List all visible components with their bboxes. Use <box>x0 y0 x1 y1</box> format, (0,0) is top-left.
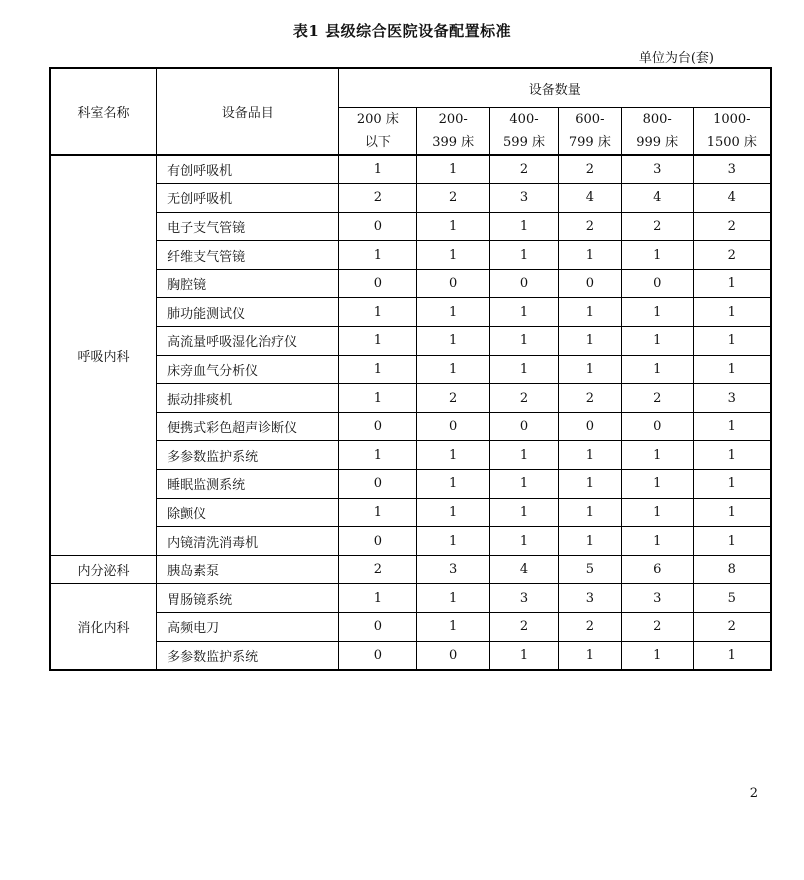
quantity-cell: 3 <box>693 384 771 413</box>
quantity-cell: 0 <box>490 269 559 298</box>
quantity-cell: 3 <box>490 184 559 213</box>
quantity-cell: 4 <box>621 184 693 213</box>
quantity-cell: 1 <box>339 498 417 527</box>
table-row <box>50 241 771 270</box>
header-size <box>339 108 417 156</box>
quantity-cell: 1 <box>490 241 559 270</box>
equipment-item: 胰岛素泵 <box>157 555 339 584</box>
equipment-item: 有创呼吸机 <box>157 155 339 184</box>
equipment-table <box>49 67 772 671</box>
quantity-cell: 1 <box>417 527 490 556</box>
department-name: 消化内科 <box>50 584 157 670</box>
equipment-item: 无创呼吸机 <box>157 184 339 213</box>
quantity-cell: 1 <box>490 212 559 241</box>
equipment-item: 多参数监护系统 <box>157 641 339 670</box>
quantity-cell: 2 <box>490 155 559 184</box>
quantity-cell: 3 <box>417 555 490 584</box>
quantity-cell: 1 <box>621 441 693 470</box>
header-size <box>621 108 693 156</box>
quantity-cell: 1 <box>558 498 621 527</box>
table-row <box>50 555 771 584</box>
table-row <box>50 184 771 213</box>
quantity-cell: 1 <box>490 498 559 527</box>
header-size-line1: 400- <box>509 112 539 127</box>
quantity-cell: 1 <box>621 641 693 670</box>
equipment-item: 睡眠监测系统 <box>157 470 339 499</box>
equipment-item: 电子支气管镜 <box>157 212 339 241</box>
quantity-cell: 1 <box>490 327 559 356</box>
quantity-cell: 1 <box>621 470 693 499</box>
quantity-cell: 1 <box>558 441 621 470</box>
table-row <box>50 327 771 356</box>
equipment-item: 胃肠镜系统 <box>157 584 339 613</box>
quantity-cell: 0 <box>339 412 417 441</box>
header-size <box>417 108 490 156</box>
quantity-cell: 1 <box>417 298 490 327</box>
quantity-cell: 5 <box>558 555 621 584</box>
quantity-cell: 0 <box>339 641 417 670</box>
quantity-cell: 0 <box>339 613 417 642</box>
quantity-cell: 3 <box>621 584 693 613</box>
table-row <box>50 584 771 613</box>
quantity-cell: 6 <box>621 555 693 584</box>
quantity-cell: 1 <box>339 441 417 470</box>
quantity-cell: 1 <box>621 355 693 384</box>
quantity-cell: 2 <box>693 212 771 241</box>
quantity-cell: 2 <box>417 184 490 213</box>
quantity-cell: 0 <box>339 470 417 499</box>
table-row <box>50 412 771 441</box>
quantity-cell: 2 <box>693 241 771 270</box>
header-dept: 科室名称 <box>50 68 157 155</box>
header-size-line2: 999 床 <box>636 135 679 150</box>
header-size <box>693 108 771 156</box>
quantity-cell: 1 <box>621 241 693 270</box>
quantity-cell: 2 <box>339 184 417 213</box>
table-row <box>50 155 771 184</box>
table-row <box>50 641 771 670</box>
quantity-cell: 2 <box>621 384 693 413</box>
quantity-cell: 2 <box>339 555 417 584</box>
quantity-cell: 5 <box>693 584 771 613</box>
quantity-cell: 1 <box>621 498 693 527</box>
page-number: 2 <box>749 786 758 801</box>
quantity-cell: 1 <box>339 384 417 413</box>
quantity-cell: 1 <box>417 441 490 470</box>
equipment-item: 振动排痰机 <box>157 384 339 413</box>
equipment-item: 高频电刀 <box>157 613 339 642</box>
quantity-cell: 1 <box>339 327 417 356</box>
quantity-cell: 0 <box>417 269 490 298</box>
quantity-cell: 1 <box>490 298 559 327</box>
table-row <box>50 269 771 298</box>
table-row <box>50 441 771 470</box>
quantity-cell: 4 <box>693 184 771 213</box>
quantity-cell: 2 <box>490 384 559 413</box>
quantity-cell: 1 <box>490 527 559 556</box>
quantity-cell: 1 <box>693 269 771 298</box>
quantity-cell: 1 <box>417 498 490 527</box>
quantity-cell: 3 <box>490 584 559 613</box>
quantity-cell: 1 <box>693 355 771 384</box>
header-size-line1: 800- <box>642 112 672 127</box>
table-row <box>50 355 771 384</box>
quantity-cell: 1 <box>558 470 621 499</box>
quantity-cell: 1 <box>490 441 559 470</box>
unit-note: 单位为台(套) <box>638 51 714 66</box>
quantity-cell: 1 <box>339 241 417 270</box>
quantity-cell: 1 <box>417 355 490 384</box>
quantity-cell: 2 <box>558 613 621 642</box>
department-name: 呼吸内科 <box>50 155 157 555</box>
quantity-cell: 0 <box>339 269 417 298</box>
quantity-cell: 2 <box>490 613 559 642</box>
quantity-cell: 1 <box>693 527 771 556</box>
quantity-cell: 1 <box>621 298 693 327</box>
header-size-line2: 799 床 <box>568 135 611 150</box>
quantity-cell: 0 <box>558 269 621 298</box>
table-row <box>50 498 771 527</box>
quantity-cell: 8 <box>693 555 771 584</box>
quantity-cell: 1 <box>339 584 417 613</box>
header-size-line2: 以下 <box>364 135 391 150</box>
equipment-item: 多参数监护系统 <box>157 441 339 470</box>
department-name: 内分泌科 <box>50 555 157 584</box>
quantity-cell: 1 <box>621 527 693 556</box>
header-size-line1: 600- <box>575 112 605 127</box>
quantity-cell: 1 <box>693 327 771 356</box>
quantity-cell: 1 <box>558 641 621 670</box>
quantity-cell: 1 <box>558 327 621 356</box>
equipment-item: 便携式彩色超声诊断仪 <box>157 412 339 441</box>
table-row <box>50 384 771 413</box>
equipment-item: 内镜清洗消毒机 <box>157 527 339 556</box>
quantity-cell: 3 <box>621 155 693 184</box>
header-size <box>558 108 621 156</box>
quantity-cell: 2 <box>558 384 621 413</box>
quantity-cell: 4 <box>490 555 559 584</box>
quantity-cell: 0 <box>621 269 693 298</box>
equipment-item: 纤维支气管镜 <box>157 241 339 270</box>
quantity-cell: 4 <box>558 184 621 213</box>
quantity-cell: 0 <box>558 412 621 441</box>
quantity-cell: 0 <box>490 412 559 441</box>
equipment-item: 高流量呼吸湿化治疗仪 <box>157 327 339 356</box>
quantity-cell: 3 <box>558 584 621 613</box>
header-size-line1: 200 床 <box>356 112 399 127</box>
quantity-cell: 1 <box>693 641 771 670</box>
quantity-cell: 3 <box>693 155 771 184</box>
quantity-cell: 1 <box>693 441 771 470</box>
quantity-cell: 1 <box>417 241 490 270</box>
table-row <box>50 212 771 241</box>
quantity-cell: 1 <box>417 212 490 241</box>
quantity-cell: 1 <box>417 584 490 613</box>
header-quantity: 设备数量 <box>339 68 771 108</box>
quantity-cell: 1 <box>490 641 559 670</box>
table-row <box>50 298 771 327</box>
equipment-item: 胸腔镜 <box>157 269 339 298</box>
quantity-cell: 2 <box>558 155 621 184</box>
quantity-cell: 1 <box>417 613 490 642</box>
quantity-cell: 1 <box>621 327 693 356</box>
header-size-line2: 399 床 <box>432 135 475 150</box>
quantity-cell: 1 <box>490 470 559 499</box>
quantity-cell: 2 <box>693 613 771 642</box>
quantity-cell: 2 <box>417 384 490 413</box>
quantity-cell: 1 <box>417 327 490 356</box>
table-row <box>50 470 771 499</box>
quantity-cell: 1 <box>558 527 621 556</box>
quantity-cell: 1 <box>693 412 771 441</box>
equipment-item: 肺功能测试仪 <box>157 298 339 327</box>
header-size <box>490 108 559 156</box>
quantity-cell: 1 <box>693 298 771 327</box>
equipment-item: 床旁血气分析仪 <box>157 355 339 384</box>
header-size-line1: 200- <box>438 112 468 127</box>
quantity-cell: 1 <box>417 470 490 499</box>
quantity-cell: 1 <box>693 470 771 499</box>
quantity-cell: 0 <box>339 527 417 556</box>
quantity-cell: 2 <box>558 212 621 241</box>
quantity-cell: 1 <box>339 355 417 384</box>
quantity-cell: 0 <box>339 212 417 241</box>
table-row <box>50 613 771 642</box>
quantity-cell: 1 <box>339 298 417 327</box>
quantity-cell: 0 <box>621 412 693 441</box>
quantity-cell: 2 <box>621 613 693 642</box>
header-item: 设备品目 <box>157 68 339 155</box>
quantity-cell: 1 <box>693 498 771 527</box>
header-size-line1: 1000- <box>713 112 751 127</box>
table-title: 表1 县级综合医院设备配置标准 <box>292 22 512 40</box>
quantity-cell: 1 <box>339 155 417 184</box>
header-size-line2: 599 床 <box>503 135 545 150</box>
quantity-cell: 1 <box>417 155 490 184</box>
quantity-cell: 1 <box>558 298 621 327</box>
quantity-cell: 0 <box>417 412 490 441</box>
quantity-cell: 1 <box>558 241 621 270</box>
table-row <box>50 527 771 556</box>
quantity-cell: 2 <box>621 212 693 241</box>
equipment-item: 除颤仪 <box>157 498 339 527</box>
quantity-cell: 1 <box>558 355 621 384</box>
header-size-line2: 1500 床 <box>706 135 757 150</box>
quantity-cell: 0 <box>417 641 490 670</box>
quantity-cell: 1 <box>490 355 559 384</box>
